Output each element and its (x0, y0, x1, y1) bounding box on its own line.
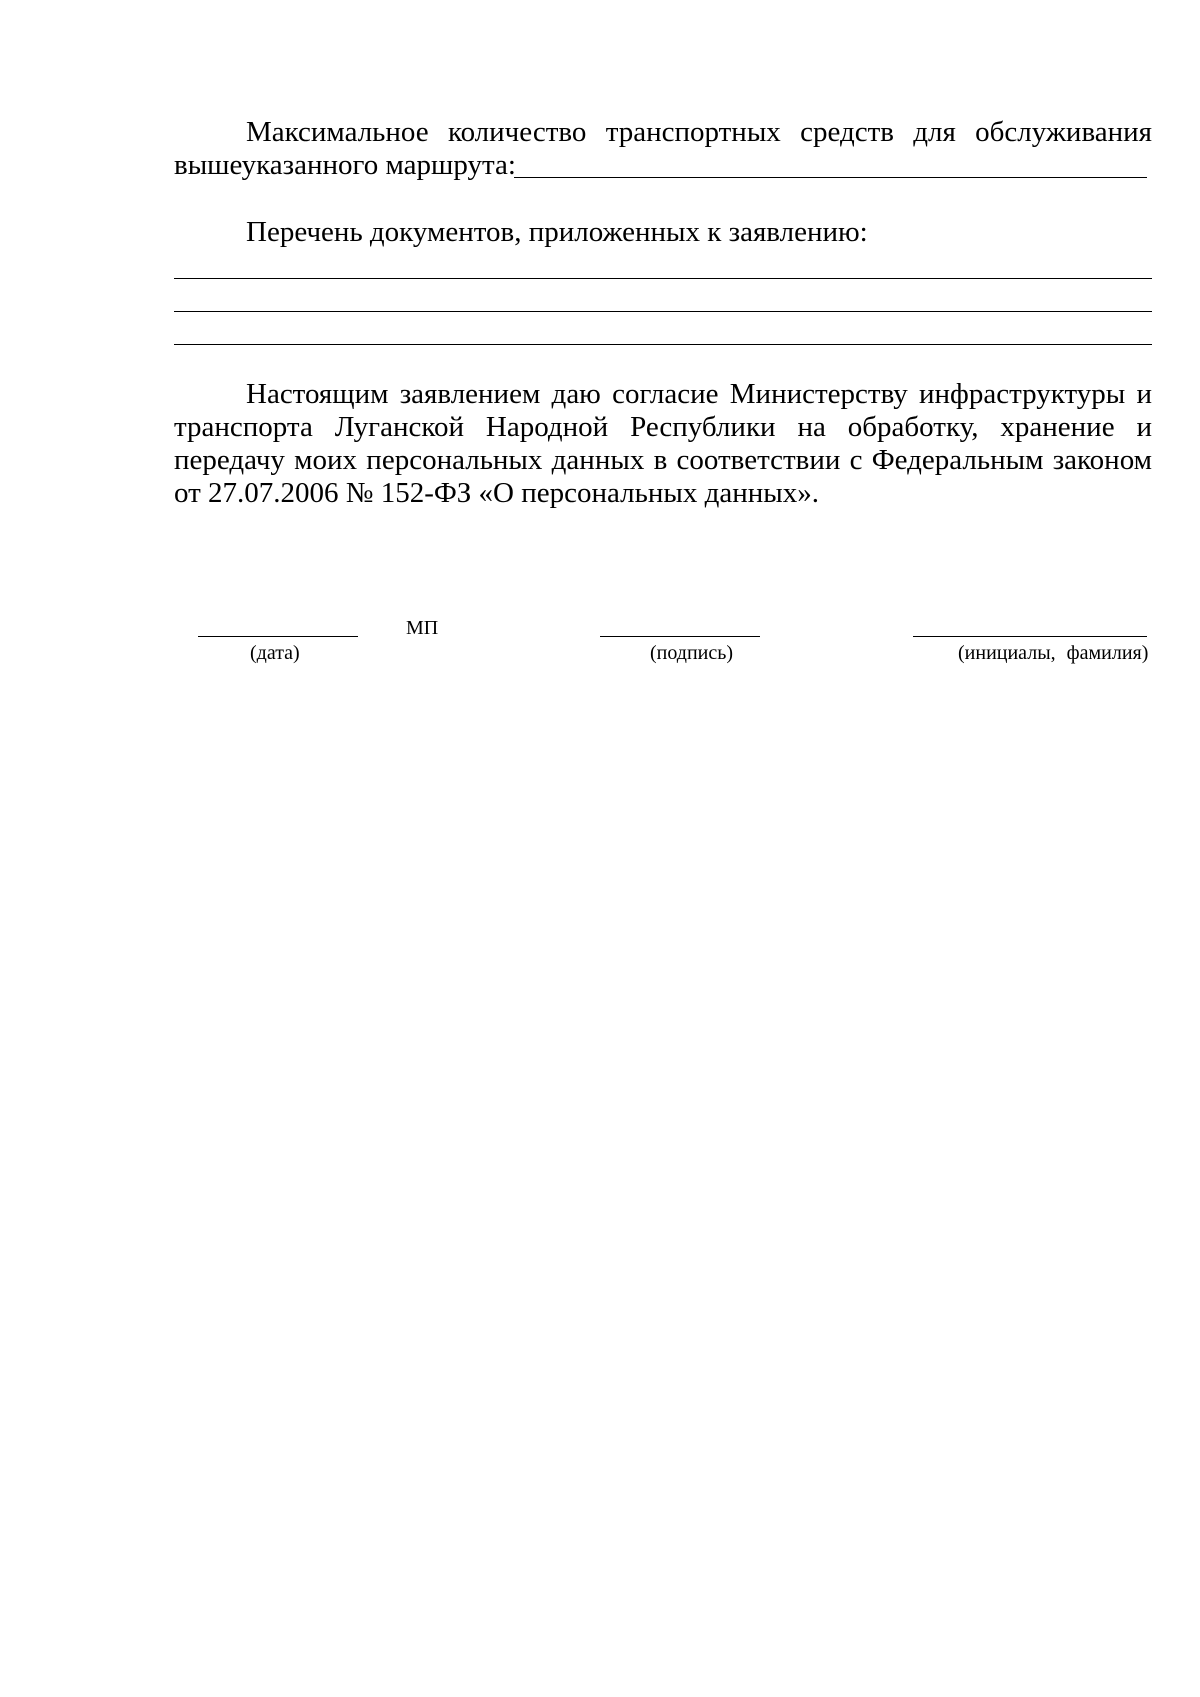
date-caption: (дата) (250, 642, 300, 664)
max-vehicles-text: Максимальное количество транспортных средств для обслуживания вышеуказанного маршрута: (174, 116, 1152, 181)
signature-fill-line[interactable] (600, 636, 760, 637)
stamp-place-label: МП (406, 617, 439, 639)
documents-fill-line[interactable] (174, 311, 1152, 312)
max-vehicles-fill-line[interactable] (514, 177, 1147, 178)
documents-fill-line[interactable] (174, 344, 1152, 345)
consent-text: Настоящим заявлением даю согласие Министерству инфраструктуры и транспорта Луганской Народной Республики на обработку, хранение и передачу моих персональных данных в соответствии с Федеральным законом от 27.07.2006 № 152-ФЗ «О персональных данных». (174, 378, 1152, 509)
documents-fill-line[interactable] (174, 278, 1152, 279)
signature-caption: (подпись) (650, 642, 734, 664)
consent-paragraph (174, 378, 1152, 510)
documents-list-paragraph (174, 216, 1152, 249)
documents-list-heading: Перечень документов, приложенных к заявлению: (246, 216, 868, 248)
name-fill-line[interactable] (913, 636, 1147, 637)
name-caption: (инициалы, фамилия) (958, 642, 1149, 664)
date-fill-line[interactable] (198, 636, 358, 637)
max-vehicles-paragraph (174, 116, 1152, 182)
